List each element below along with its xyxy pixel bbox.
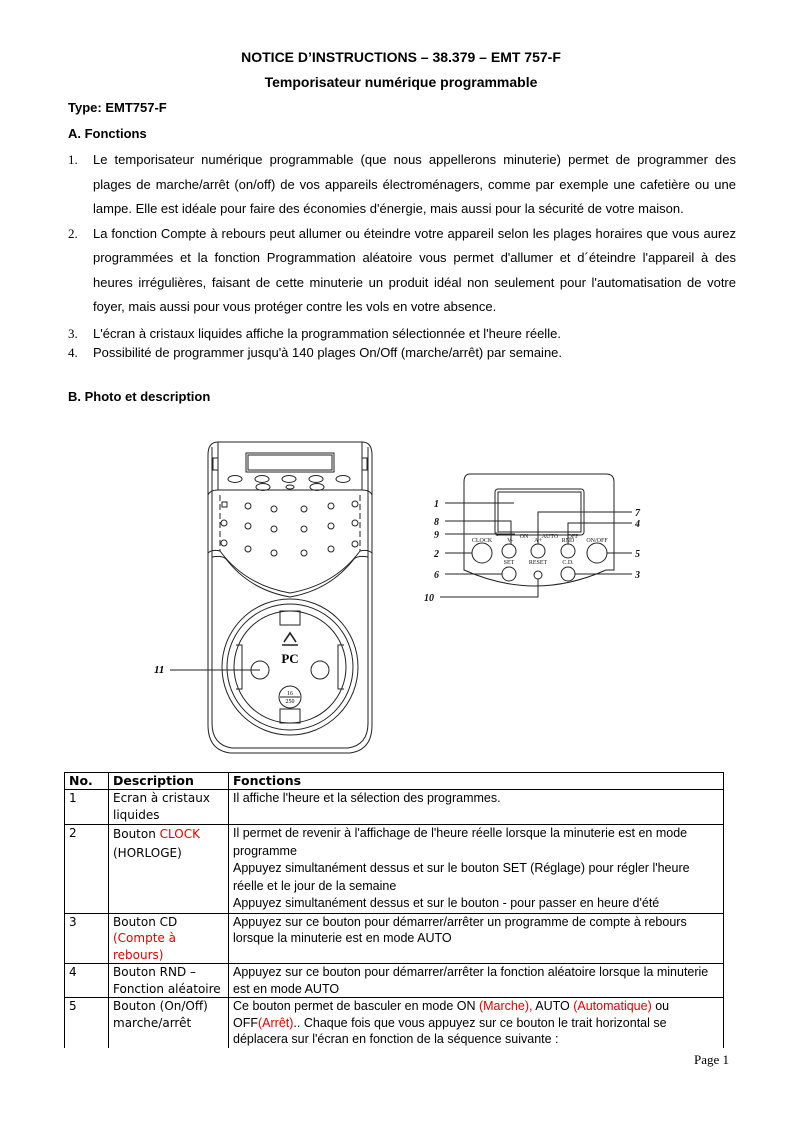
svg-text:1: 1 — [434, 499, 439, 510]
list-text: L'écran à cristaux liquides affiche la programmation sélectionnée et l'heure réelle. — [93, 325, 561, 341]
control-panel-drawing — [420, 460, 650, 610]
socket-marking: PC — [281, 651, 299, 666]
svg-text:250: 250 — [285, 699, 295, 705]
svg-text:6: 6 — [434, 570, 439, 581]
list-item — [68, 324, 736, 343]
list-item — [68, 148, 736, 222]
header-no: No. — [65, 773, 109, 790]
table-row: 5 Bouton (On/Off) marche/arrêt Ce bouton permet de basculer en mode ON (Marche), AUTO (Automatique) ou OFF(Arrêt).. Chaque fois que vous appuyez sur ce bouton le trait horizontal se déplacera sur l'écran en fonction de la séquence suivante : — [65, 998, 724, 1048]
list-text: Possibilité de programmer jusqu'à 140 plages On/Off (marche/arrêt) par semaine. — [93, 344, 563, 360]
list-number: 1. — [68, 152, 78, 167]
section-a-heading: A. Fonctions — [68, 126, 147, 141]
svg-text:V-: V- — [507, 538, 513, 544]
svg-text:C.D.: C.D. — [562, 560, 574, 566]
section-b-heading: B. Photo et description — [68, 389, 211, 404]
svg-text:2: 2 — [434, 549, 439, 560]
table-header-row — [65, 773, 724, 790]
page-number: Page 1 — [694, 1052, 730, 1067]
document-title: NOTICE D’INSTRUCTIONS – 38.379 – EMT 757-F — [241, 49, 561, 65]
list-item — [68, 222, 736, 320]
table-row: 1 Ecran à cristaux liquides Il affiche l'heure et la sélection des programmes. — [65, 790, 724, 825]
callout-11: 11 — [154, 664, 165, 676]
svg-text:CLOCK: CLOCK — [471, 538, 493, 544]
table-row: 2 Bouton CLOCK (HORLOGE) Il permet de revenir à l'affichage de l'heure réelle lorsque la minuterie est en mode programme Appuyez simultanément dessus et sur le bouton SET (Réglage) pour régler l'heure réelle et le jour de la semaine Appuyez simultanément dessus et sur le bouton - pour passer en heure d'été — [65, 825, 724, 914]
svg-text:4: 4 — [635, 519, 640, 530]
svg-text:SET: SET — [503, 560, 515, 566]
document-subtitle: Temporisateur numérique programmable — [264, 74, 538, 90]
functions-list — [68, 148, 736, 362]
list-number: 4. — [68, 344, 78, 360]
table-row: 4 Bouton RND – Fonction aléatoire Appuyez sur ce bouton pour démarrer/arrêter la fonction aléatoire lorsque la minuterie est en mode AUTO — [65, 964, 724, 998]
svg-text:RESET: RESET — [528, 560, 548, 566]
svg-text:16: 16 — [287, 691, 293, 697]
svg-text:S: S — [495, 532, 499, 538]
type-line: Type: EMT757-F — [68, 100, 167, 115]
buttons-table — [64, 772, 724, 1048]
list-number: 2. — [68, 225, 78, 241]
list-item — [68, 343, 736, 362]
svg-text:AUTO: AUTO — [541, 534, 559, 540]
svg-text:9: 9 — [434, 530, 439, 541]
svg-text:8: 8 — [434, 517, 439, 528]
svg-text:7: 7 — [635, 508, 640, 519]
svg-text:A+: A+ — [534, 538, 542, 544]
header-description: Description — [109, 773, 229, 790]
svg-text:10: 10 — [424, 593, 434, 604]
list-text: La fonction Compte à rebours peut allumer ou éteindre votre appareil selon les plages horaires que vous aurez programmées et la fonction Programmation aléatoire vous permet d'allumer et d´éteindre l'appareil à des heures irrégulières, faisant de cette minuterie un produit idéal non seulement pour l'automatisation de votre foyer, mais aussi pour vous protéger contre les vols en votre absence. — [93, 225, 736, 314]
svg-text:5: 5 — [635, 549, 640, 560]
device-front-drawing — [150, 435, 390, 765]
svg-text:RND: RND — [561, 538, 575, 544]
svg-text:3: 3 — [635, 570, 640, 581]
svg-text:OFF: OFF — [567, 534, 579, 540]
list-text: Le temporisateur numérique programmable (que nous appellerons minuterie) permet de programmer des plages de marche/arrêt (on/off) de vos appareils électroménagers, comme par exemple une cafetière ou une lampe. Elle est idéale pour faire des économies d'énergie, mais aussi pour la sécurité de votre maison. — [93, 152, 736, 216]
header-fonctions: Fonctions — [229, 773, 724, 790]
svg-text:ON/OFF: ON/OFF — [586, 538, 608, 544]
table-row: 3 Bouton CD (Compte à rebours) Appuyez sur ce bouton pour démarrer/arrêter un programme de compte à rebours lorsque la minuterie est en mode AUTO — [65, 913, 724, 964]
svg-text:ON: ON — [519, 534, 529, 540]
list-number: 3. — [68, 325, 78, 341]
